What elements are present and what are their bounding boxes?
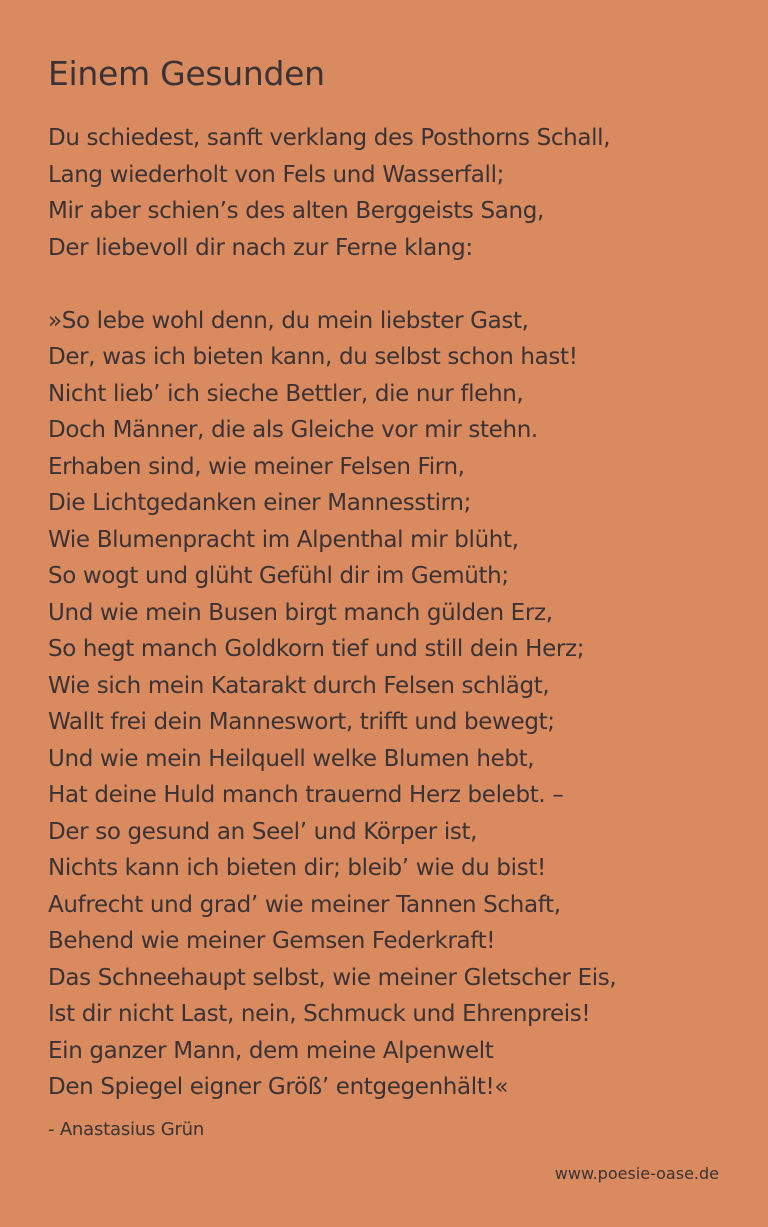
poem-line: Ein ganzer Mann, dem meine Alpenwelt: [48, 1037, 494, 1064]
poem-line: Der so gesund an Seel’ und Körper ist,: [48, 818, 478, 845]
poem-line: Mir aber schien’s des alten Berggeists Sang,: [48, 198, 544, 224]
poem-line: Der liebevoll dir nach zur Ferne klang:: [48, 234, 473, 261]
poem-line: Wie sich mein Katarakt durch Felsen schlägt,: [48, 672, 550, 699]
poem-line: Erhaben sind, wie meiner Felsen Firn,: [48, 453, 465, 480]
poem-title: Einem Gesunden: [48, 54, 325, 93]
poem-line: Und wie mein Heilquell welke Blumen hebt,: [48, 745, 535, 772]
poem-line: Wallt frei dein Manneswort, trifft und bewegt;: [48, 709, 555, 735]
poem-line: So hegt manch Goldkorn tief und still dein Herz;: [48, 636, 585, 662]
poem-body: [48, 120, 748, 1142]
website-url: www.poesie-oase.de: [554, 1164, 719, 1183]
poem-line: Die Lichtgedanken einer Mannesstirn;: [48, 490, 471, 516]
poem-line: Hat deine Huld manch trauernd Herz belebt. –: [48, 782, 564, 808]
poem-line: Den Spiegel eigner Größ’ entgegenhält!«: [48, 1074, 509, 1100]
poem-author: - Anastasius Grün: [48, 1119, 205, 1140]
poem-line: Aufrecht und grad’ wie meiner Tannen Schaft,: [48, 891, 561, 918]
poem-line: Nichts kann ich bieten dir; bleib’ wie du bist!: [48, 855, 546, 881]
stanza-2: [48, 303, 748, 1106]
poem-line: Du schiedest, sanft verklang des Posthorns Schall,: [48, 125, 611, 151]
stanza-1: [48, 120, 748, 266]
poem-line: Wie Blumenpracht im Alpenthal mir blüht,: [48, 526, 519, 553]
poem-line: Und wie mein Busen birgt manch gülden Erz,: [48, 599, 553, 626]
poem-line: Der, was ich bieten kann, du selbst schon hast!: [48, 344, 578, 370]
poem-line: »So lebe wohl denn, du mein liebster Gast,: [48, 307, 529, 334]
poem-line: Lang wiederholt von Fels und Wasserfall;: [48, 161, 505, 188]
poem-line: So wogt und glüht Gefühl dir im Gemüth;: [48, 563, 509, 589]
poem-line: Behend wie meiner Gemsen Federkraft!: [48, 928, 496, 954]
poem-line: Ist dir nicht Last, nein, Schmuck und Ehrenpreis!: [48, 1001, 591, 1027]
poem-line: Doch Männer, die als Gleiche vor mir stehn.: [48, 417, 538, 443]
poem-line: Das Schneehaupt selbst, wie meiner Gletscher Eis,: [48, 964, 617, 991]
poem-line: Nicht lieb’ ich sieche Bettler, die nur flehn,: [48, 380, 524, 407]
